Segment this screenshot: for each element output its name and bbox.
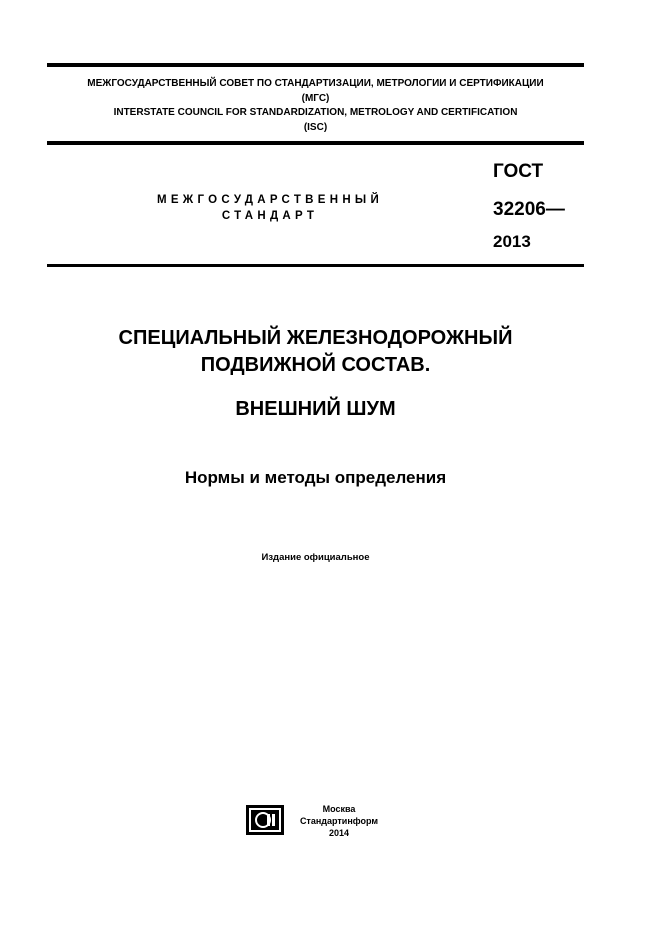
council-abbr-en: (ISC)	[303, 121, 328, 133]
document-subtitle: Нормы и методы определения	[184, 468, 447, 487]
publication-year: 2014	[328, 828, 350, 838]
standard-type-line2: СТАНДАРТ	[221, 210, 319, 222]
council-name-en: INTERSTATE COUNCIL FOR STANDARDIZATION, METROLOGY AND CERTIFICATION	[113, 107, 518, 118]
title-line-1: СПЕЦИАЛЬНЫЙ ЖЕЛЕЗНОДОРОЖНЫЙ	[118, 327, 513, 349]
council-abbr-ru: (МГС)	[301, 92, 330, 104]
title-line-3: ВНЕШНИЙ ШУМ	[235, 398, 396, 420]
edition-note: Издание официальное	[261, 552, 370, 563]
publisher-city: Москва	[322, 804, 356, 814]
standartinform-logo-icon	[246, 805, 284, 835]
council-header	[47, 77, 584, 135]
identity-divider-rule	[47, 264, 584, 267]
gost-prefix: ГОСТ	[493, 161, 544, 182]
gost-year: 2013	[493, 232, 531, 251]
council-name-ru: МЕЖГОСУДАРСТВЕННЫЙ СОВЕТ ПО СТАНДАРТИЗАЦИИ, МЕТРОЛОГИИ И СЕРТИФИКАЦИИ	[87, 78, 544, 89]
header-divider-rule	[47, 141, 584, 145]
standard-type-line1: МЕЖГОСУДАРСТВЕННЫЙ	[156, 194, 384, 206]
top-rule	[47, 63, 584, 67]
publisher-block	[292, 803, 386, 839]
publisher-name: Стандартинформ	[299, 816, 379, 826]
standard-type-label	[100, 192, 440, 224]
title-line-2: ПОДВИЖНОЙ СОСТАВ.	[200, 354, 431, 376]
document-title	[47, 325, 584, 379]
gost-number: 32206—	[493, 199, 565, 220]
